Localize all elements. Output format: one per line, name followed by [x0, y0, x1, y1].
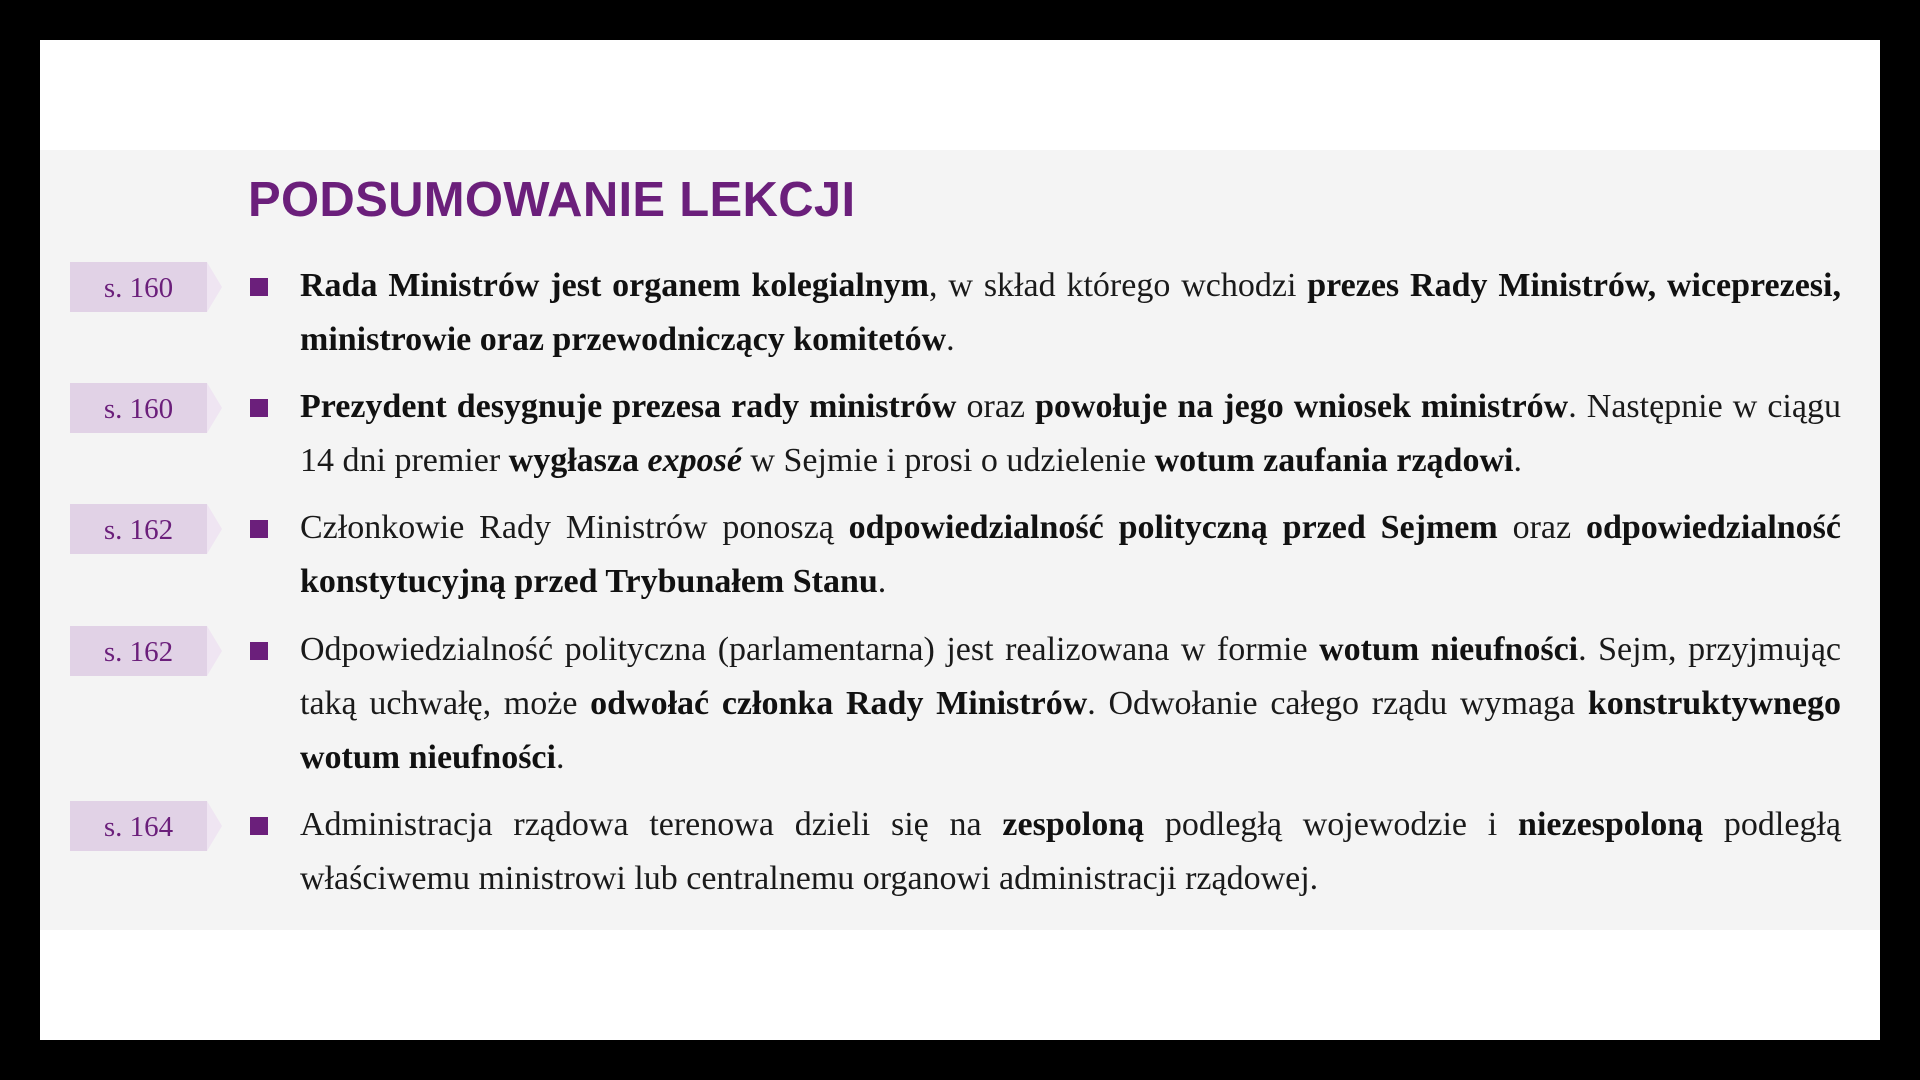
square-bullet-icon: [250, 399, 268, 417]
text-segment: podległą właściwemu ministrowi lub centralnemu organowi administracji rządowej.: [300, 806, 1842, 897]
summary-text: [300, 798, 1841, 906]
page-reference-tag: [70, 383, 224, 433]
emphasized-text-segment: zespoloną: [1002, 806, 1145, 843]
page-reference-label: s. 164: [103, 811, 174, 843]
emphasized-text-segment: odpowiedzialność polityczną przed Sejmem: [848, 509, 1498, 546]
page-title: PODSUMOWANIE LEKCJI: [248, 173, 856, 227]
tag-arrow-icon: [207, 383, 222, 433]
emphasized-text-segment: niezespoloną: [1518, 806, 1704, 843]
tag-arrow-icon: [207, 504, 222, 554]
summary-text: [300, 623, 1841, 785]
text-segment: . Odwołanie całego rządu wymaga: [1087, 685, 1588, 722]
square-bullet-icon: [250, 817, 268, 835]
emphasized-text-segment: prezes Rady Ministrów, wiceprezesi, ministrowie oraz przewodniczący komitetów: [300, 267, 1841, 358]
emphasized-text-segment: odpowiedzialność konstytucyjną przed Trybunałem Stanu: [300, 509, 1842, 600]
text-segment: podległą wojewodzie i: [1144, 806, 1519, 843]
emphasized-text-segment: wotum zaufania rządowi: [1154, 442, 1514, 479]
slide: [40, 40, 1880, 1040]
text-segment: , w skład którego wchodzi: [929, 267, 1308, 304]
summary-text: [300, 259, 1841, 367]
text-segment: oraz: [1497, 509, 1586, 546]
square-bullet-icon: [250, 520, 268, 538]
summary-text: [300, 380, 1841, 488]
text-segment: w Sejmie i prosi o udzielenie: [741, 442, 1155, 479]
emphasized-text-segment: Rada Ministrów jest organem kolegialnym: [300, 267, 930, 304]
page-reference-label: s. 160: [103, 272, 174, 304]
text-segment: .: [555, 739, 565, 776]
page-reference-tag: [70, 801, 224, 851]
text-segment: Administracja rządowa terenowa dzieli się na: [300, 806, 1003, 843]
emphasized-text-segment: wygłasza: [508, 442, 648, 479]
page-reference-tag: [70, 504, 224, 554]
tag-arrow-icon: [207, 626, 222, 676]
page-reference-tag: [70, 262, 224, 312]
text-segment: Odpowiedzialność polityczna (parlamentarna) jest realizowana w formie: [300, 631, 1320, 668]
text-segment: . Następnie w ciągu 14 dni premier: [300, 388, 1841, 479]
emphasized-text-segment: odwołać członka Rady Ministrów: [590, 685, 1088, 722]
page-reference-label: s. 162: [103, 514, 174, 546]
emphasized-text-segment: konstruktywnego wotum nieufności: [300, 685, 1842, 776]
summary-text: [300, 501, 1841, 609]
emphasized-text-segment: powołuje na jego wniosek ministrów: [1035, 388, 1569, 425]
page-reference-label: s. 162: [103, 636, 174, 668]
emphasized-text-segment: exposé: [647, 442, 742, 479]
tag-arrow-icon: [207, 801, 222, 851]
summary-panel: [40, 150, 1880, 930]
text-segment: oraz: [956, 388, 1036, 425]
text-segment: .: [946, 321, 955, 358]
emphasized-text-segment: wotum nieufności: [1319, 631, 1579, 668]
square-bullet-icon: [250, 278, 268, 296]
emphasized-text-segment: Prezydent desygnuje prezesa rady ministrów: [300, 388, 957, 425]
page-reference-tag: [70, 626, 224, 676]
page-reference-label: s. 160: [103, 393, 174, 425]
tag-arrow-icon: [207, 262, 222, 312]
text-segment: Członkowie Rady Ministrów ponoszą: [300, 509, 849, 546]
text-segment: .: [877, 563, 887, 600]
square-bullet-icon: [250, 642, 268, 660]
text-segment: .: [1513, 442, 1522, 479]
text-segment: . Sejm, przyjmując taką uchwałę, może: [300, 631, 1842, 722]
